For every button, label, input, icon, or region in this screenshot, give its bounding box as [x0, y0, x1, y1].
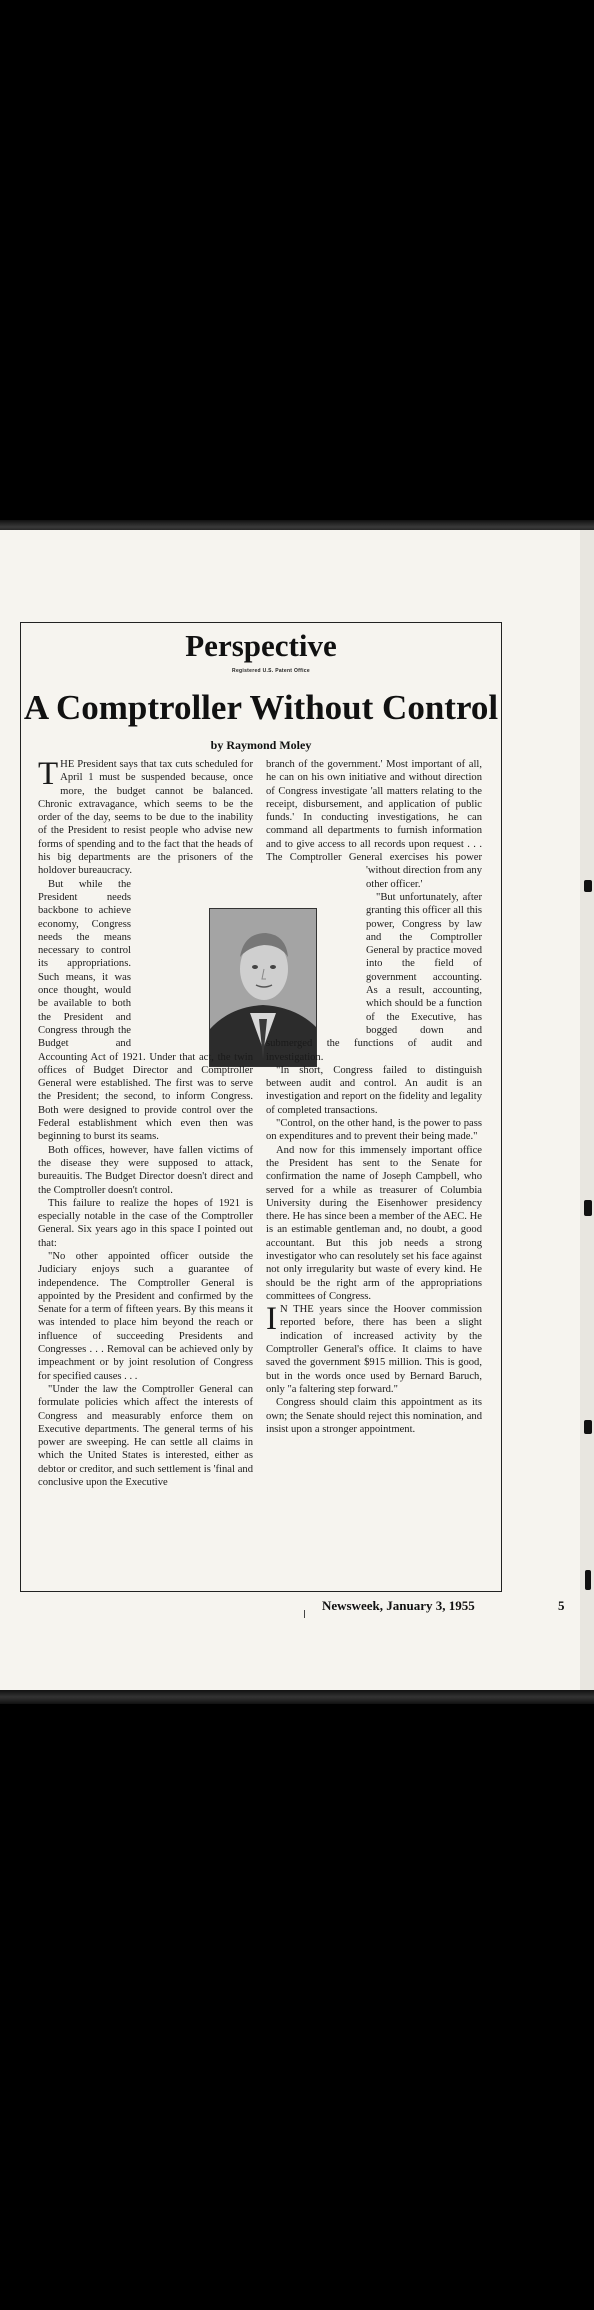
paragraph-text-cont: his power 'without direction from any other officer.': [366, 852, 483, 890]
binding-mark: [584, 1420, 592, 1434]
byline: by Raymond Moley: [210, 738, 312, 752]
paragraph-text: "Control, on the other hand, is the power to pass on expenditures and to prevent their being made.": [266, 1118, 482, 1143]
paragraph-text: "In short, Congress failed to distinguish between audit and control. An audit is an investigation and report on the fidelity and legality of completed transactions.: [266, 1064, 482, 1116]
paragraph: [38, 1250, 253, 1383]
binding-mark: [584, 1200, 592, 1216]
drop-cap: T: [38, 756, 59, 792]
paragraph-text: "Under the law the Comptroller General can formulate policies which affect the interests of Congress and measurably enforce them on Executive departments. The general terms of his power are sweeping. He can settle all claims in which the United States is interested, either as debtor or creditor, and such settlement is 'final and conclusive upon the Executive: [38, 1383, 253, 1489]
paragraph-text: Both offices, however, have fallen victims of the disease they were supposed to attack, bureauitis. The Budget Director doesn't direct and the Comptroller doesn't control.: [38, 1144, 253, 1196]
binding-mark: [584, 880, 592, 892]
paragraph-text: This failure to realize the hopes of 1921 is especially notable in the case of the Comptroller General. Six years ago in this space I pointed out that:: [38, 1197, 253, 1249]
footer-page-mark: 5: [558, 1598, 565, 1613]
paragraph-text: But while the President needs backbone to achieve economy, Congress needs the means necessary to control its appropriations. Such means, it was once thought, would be available to both the President and Congress through the Budget and Accounting Act of 1921. Under that act, the twin offices of Budget Director and Comptroller General were established. The first was to serve the President; the second, to inform Congress. Both were designed to provide control over the Federal establishment which even then was beginning to burst its seams.: [38, 878, 253, 1143]
paragraph: [266, 758, 482, 891]
small-caps-lead: N THE: [280, 1304, 314, 1316]
page-tick: [304, 1610, 305, 1618]
paragraph: [38, 758, 253, 878]
scan-band-bottom: [0, 1690, 594, 1704]
footer-publication: Newsweek, January 3, 1955: [322, 1598, 475, 1613]
paragraph: [266, 1117, 482, 1144]
paragraph-text: "But unfortunately, after granting this officer all this power, Congress by law and the Comptroller General by practice moved into the field of government accounting. As a result, accounting, which should be a function of the Executive, has bogged down and submerged the functions of audit and investigation.: [266, 891, 482, 1063]
article-column-right: [266, 758, 482, 1436]
adjacent-page-edge: [580, 530, 594, 1690]
paragraph: [266, 1144, 482, 1304]
section-title: Perspective: [185, 628, 337, 663]
paragraph-text: branch of the government.' Most important of all, he can on his own initiative and without direction of Congress investigate 'all matters relating to the receipt, disbursement, and application of public funds.' In conducting investigations, he can command all departments to furnish information and to give access to all records upon request . . . The Comptroller General exercises: [266, 759, 482, 864]
article-column-left: [38, 758, 253, 1489]
paragraph: [38, 1197, 253, 1250]
paragraph: [266, 1303, 482, 1396]
paragraph: [38, 1144, 253, 1197]
paragraph: [266, 1064, 482, 1117]
paragraph: [38, 1383, 253, 1489]
paragraph-text: Congress should claim this appointment as its own; the Senate should reject this nomination, and insist upon a stronger appointment.: [266, 1397, 482, 1435]
paragraph-text: "No other appointed officer outside the Judiciary enjoys such a guarantee of independence. The Comptroller General is appointed by the President and confirmed by the Senate for a term of fifteen years. By this means it was intended to place him beyond the reach or influence of succeeding Presidents and Congresses . . . Removal can be achieved only by impeachment or by joint resolution of Congress for specified causes . . .: [38, 1250, 253, 1382]
photo-wrap-space: [266, 864, 362, 1032]
photo-wrap-space: [135, 878, 253, 1046]
headline: A Comptroller Without Control: [23, 688, 499, 727]
registered-notice: Registered U.S. Patent Office: [232, 668, 310, 674]
paragraph-text: HE President says that tax cuts scheduled for April 1 must be suspended because, once more, the budget cannot be balanced. Chronic extravagance, which seems to be the order of the day, seems to be due to the inability of the President to resist people who advise new forms of spending and to the fact that the heads of his big departments are the prisoners of the holdover bureaucracy.: [38, 759, 253, 877]
binding-mark: [585, 1570, 591, 1590]
paragraph-text: years since the Hoover commission reported before, there has been a slight indication of increased activity by the Comptroller General's office. It claims to have saved the government $915 million. This is good, but in the words once used by Bernard Baruch, only "a faltering step forward.": [266, 1304, 482, 1395]
paragraph: [266, 1396, 482, 1436]
drop-cap: I: [266, 1301, 277, 1338]
paragraph-text: And now for this immensely important office the President has sent to the Senate for confirmation the name of Joseph Campbell, who served for a while as treasurer of Columbia University during the Eisenhower presidency there. He has since been a member of the AEC. He is an estimable gentleman and, no doubt, a good accountant. But this job needs a strong investigator who can resolutely set his face against not only irregularity but waste of every kind. He should be the right arm of the appropriations committees of Congress.: [266, 1144, 482, 1302]
